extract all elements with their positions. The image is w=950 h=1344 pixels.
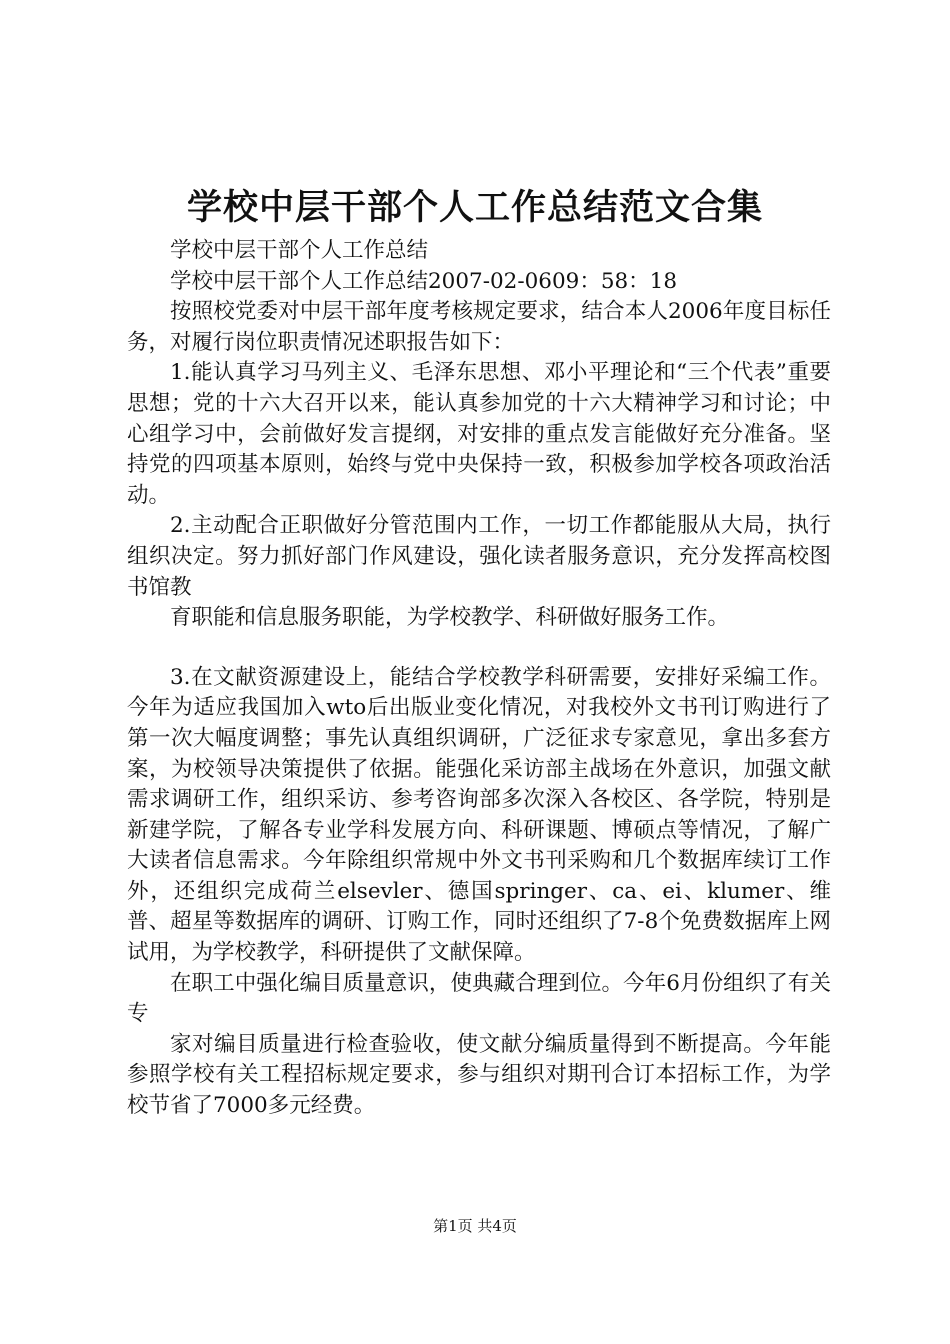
paragraph-cataloging: 在职工中强化编目质量意识，使典藏合理到位。今年6月份组织了有关专	[127, 970, 831, 1027]
paragraph-intro: 按照校党委对中层干部年度考核规定要求，结合本人2006年度目标任务，对履行岗位职责情况述职报告如下：	[127, 299, 831, 355]
paragraph-cataloging-continued: 家对编目质量进行检查验收，使文献分编质量得到不断提高。今年能参照学校有关工程招标规定要求，参与组织对期刊合订本招标工作，为学校节省了7000多元经费。	[127, 1031, 831, 1119]
paragraph-subtitle: 学校中层干部个人工作总结	[170, 238, 429, 263]
paragraph-item-3: 3.在文献资源建设上，能结合学校教学科研需要，安排好采编工作。今年为适应我国加入wto后出版业变化情况，对我校外文书刊订购进行了第一次大幅度调整；事先认真组织调研，广泛征求专家意见，拿出多套方案，为校领导决策提供了依据。能强化采访部主战场在外意识，加强文献需求调研工作，组织采访、参考咨询部多次深入各校区、各学院，特别是新建学院，了解各专业学科发展方向、科研课题、博硕点等情况，了解广大读者信息需求。今年除组织常规中外文书刊采购和几个数据库续订工作外，还组织完成荷兰elsevler、德国springer、ca、ei、klumer、维普、超星等数据库的调研、订购工作，同时还组织了7-8个免费数据库上网试用，为学校教学，科研提供了文献保障。	[127, 664, 831, 966]
page-number-footer: 第1页 共4页	[433, 1217, 517, 1235]
paragraph-item-2: 2.主动配合正职做好分管范围内工作，一切工作都能服从大局，执行组织决定。努力抓好部门作风建设，强化读者服务意识，充分发挥高校图书馆教	[127, 513, 831, 600]
paragraph-item-2-continued: 育职能和信息服务职能，为学校教学、科研做好服务工作。	[170, 605, 730, 631]
paragraph-item-1: 1.能认真学习马列主义、毛泽东思想、邓小平理论和“三个代表”重要思想；党的十六大召开以来，能认真参加党的十六大精神学习和讨论；中心组学习中，会前做好发言提纲，对安排的重点发言能做好充分准备。坚持党的四项基本原则，始终与党中央保持一致，积极参加学校各项政治活动。	[127, 360, 831, 508]
document-body	[127, 236, 831, 1122]
document-title: 学校中层干部个人工作总结范文合集	[186, 187, 763, 228]
paragraph-heading-date: 学校中层干部个人工作总结2007-02-0609：58：18	[170, 268, 678, 294]
